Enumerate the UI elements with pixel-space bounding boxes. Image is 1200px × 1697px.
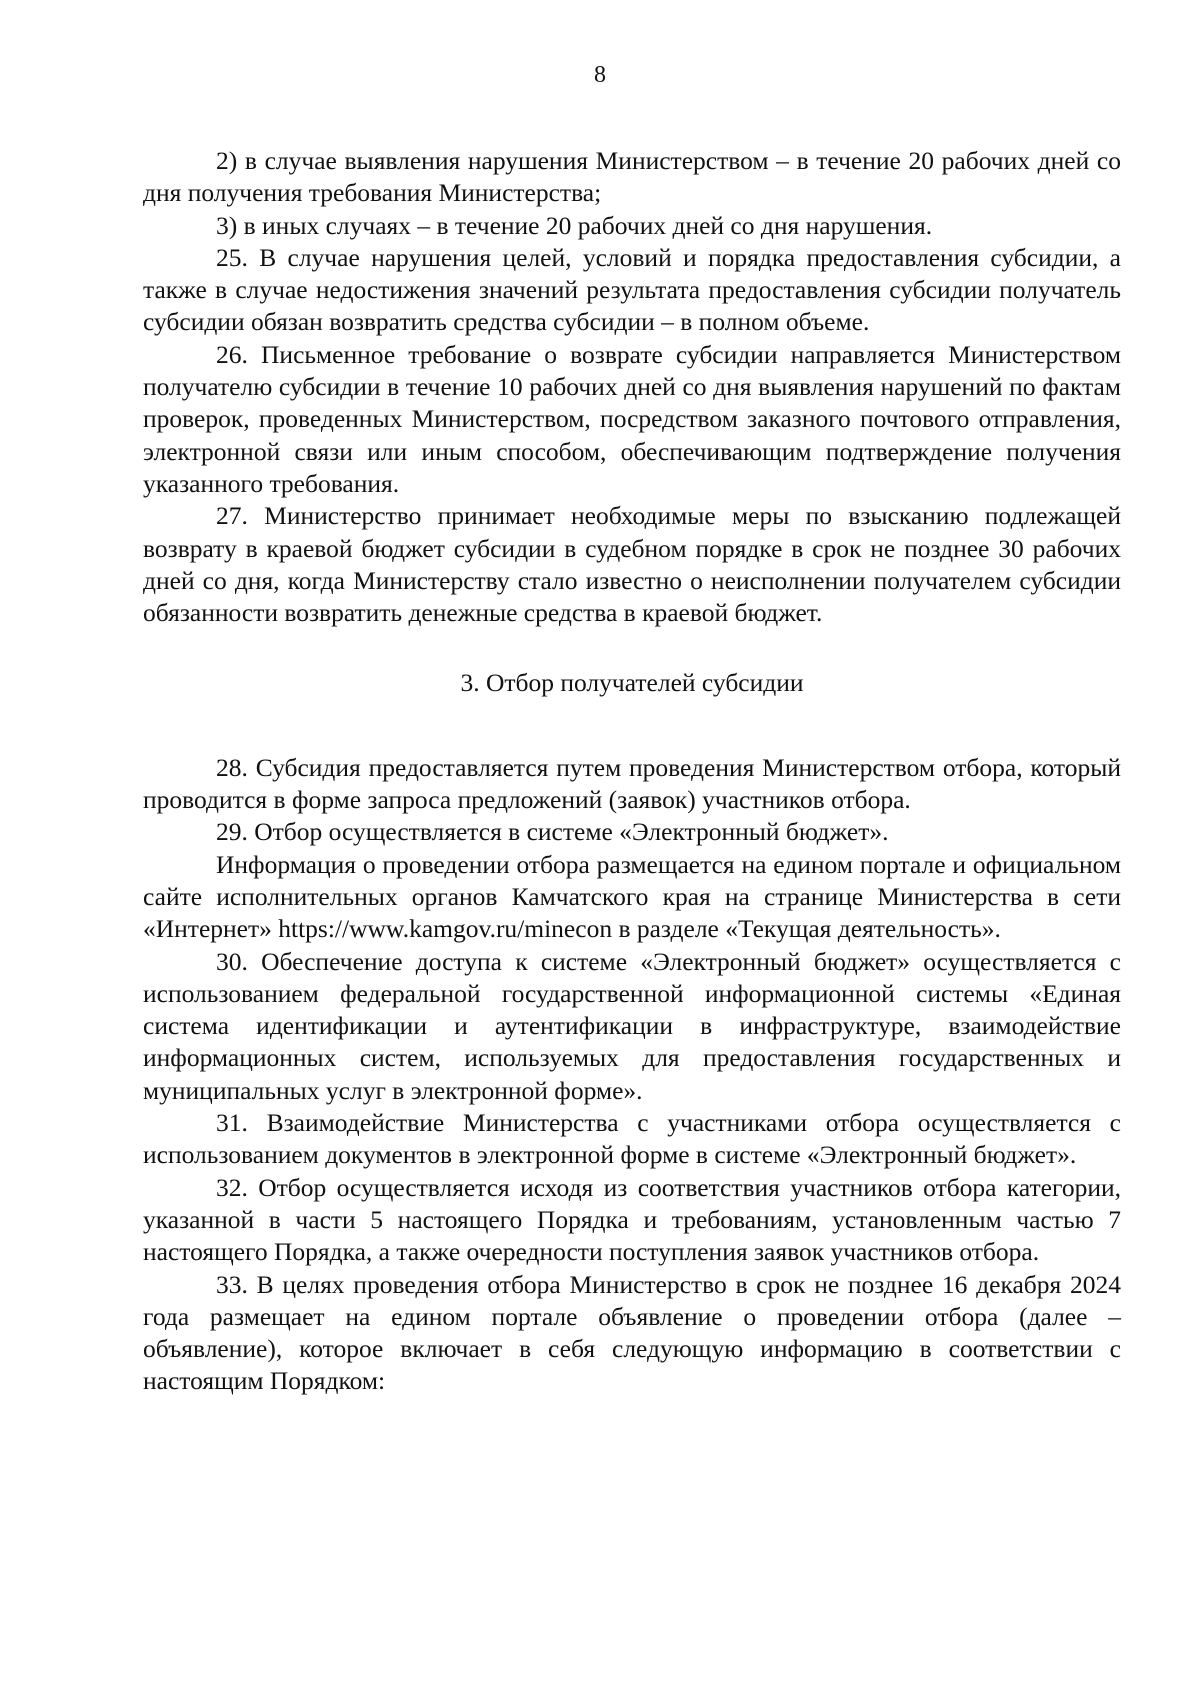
paragraph: 26. Письменное требование о возврате субсидии направляется Министерством получателю субсидии в течение 10 рабочих дней со дня выявления нарушений по фактам проверок, проведенных Министерством, посредством заказного почтового отправления, электронной связи или иным способом, обеспечивающим подтверждение получения указанного требования.: [143, 339, 1121, 498]
paragraph: Информация о проведении отбора размещается на едином портале и официальном сайте исполнительных органов Камчатского края на странице Министерства в сети «Интернет» https://www.kamgov.ru/minecon в разделе «Текущая деятельность».: [143, 849, 1121, 944]
document-body: [143, 145, 1121, 1398]
paragraph: 25. В случае нарушения целей, условий и порядка предоставления субсидии, а также в случае недостижения значений результата предоставления субсидии получатель субсидии обязан возвратить средства субсидии – в полном объеме.: [143, 242, 1121, 337]
paragraph: 30. Обеспечение доступа к системе «Электронный бюджет» осуществляется с использованием федеральной государственной информационной системы «Единая система идентификации и аутентификации в инфраструктуре, взаимодействие информационных систем, используемых для предоставления государственных и муниципальных услуг в электронной форме».: [143, 946, 1121, 1105]
paragraph: 31. Взаимодействие Министерства с участниками отбора осуществляется с использованием документов в электронной форме в системе «Электронный бюджет».: [143, 1108, 1121, 1170]
paragraph: 3) в иных случаях – в течение 20 рабочих дней со дня нарушения.: [216, 210, 933, 240]
paragraph: 33. В целях проведения отбора Министерство в срок не позднее 16 декабря 2024 года размещает на едином портале объявление о проведении отбора (далее – объявление), которое включает в себя следующую информацию в соответствии с настоящим Порядком:: [143, 1269, 1121, 1396]
paragraph: 29. Отбор осуществляется в системе «Электронный бюджет».: [216, 817, 889, 847]
section-heading: 3. Отбор получателей субсидии: [460, 668, 804, 698]
paragraph: 28. Субсидия предоставляется путем проведения Министерством отбора, который проводится в форме запроса предложений (заявок) участников отбора.: [143, 752, 1121, 815]
page-number: 8: [594, 62, 606, 88]
paragraph: 27. Министерство принимает необходимые меры по взысканию подлежащей возврату в краевой бюджет субсидии в судебном порядке в срок не позднее 30 рабочих дней со дня, когда Министерству стало известно о неисполнении получателем субсидии обязанности возвратить денежные средства в краевой бюджет.: [143, 501, 1121, 628]
paragraph: 32. Отбор осуществляется исходя из соответствия участников отбора категории, указанной в части 5 настоящего Порядка и требованиям, установленным частью 7 настоящего Порядка, а также очередности поступления заявок участников отбора.: [143, 1172, 1121, 1267]
paragraph: 2) в случае выявления нарушения Министерством – в течение 20 рабочих дней со дня получения требования Министерства;: [143, 146, 1121, 208]
